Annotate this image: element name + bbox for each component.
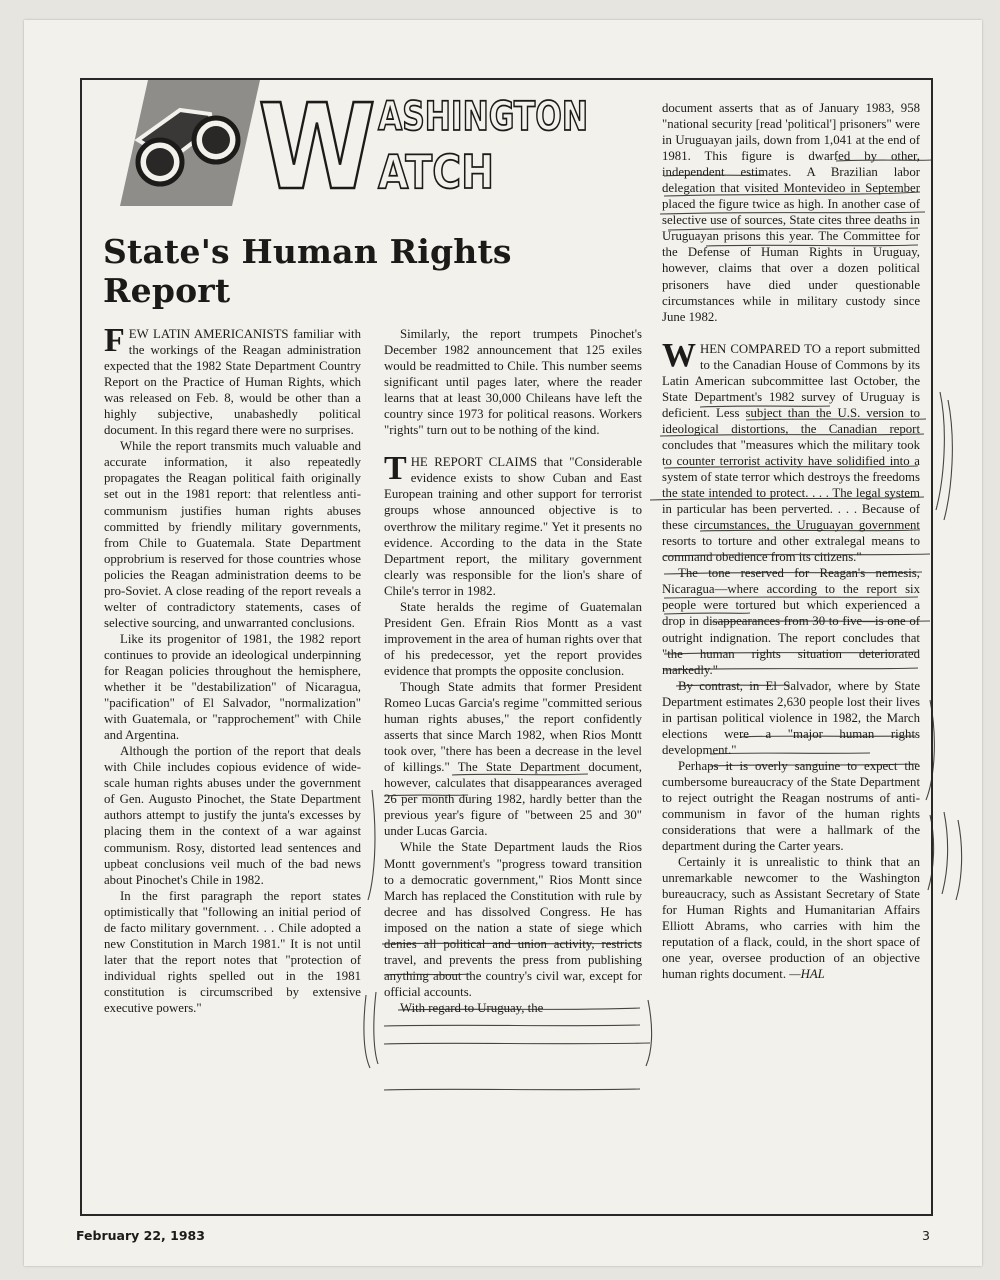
drop-cap: W	[662, 336, 696, 374]
paragraph-text: EW LATIN AMERICANISTS familiar with the workings of the Reagan administration expected that the 1982 State Department Country Report on the Practice of Human Rights, which was released on Feb. 8, would be other than a highly subjective, unabashedly political document. In this regard there were no surprises.	[104, 327, 361, 438]
paragraph	[384, 450, 642, 598]
binoculars-banner-icon	[120, 80, 260, 206]
paragraph: The tone reserved for Reagan's nemesis, Nicaragua—where according to the report six people were tortured but which experienced a drop in disappearances from 30 to five—is one of outright indignation. The report concludes that "the human rights situation deteriorated markedly."	[662, 566, 920, 677]
article-column-2	[384, 326, 642, 1016]
paragraph: State heralds the regime of Guatemalan President Gen. Efrain Rios Montt as a vast improvement in the area of human rights over that of his predecessor, yet the report provides evidence that prompts the opposite conclusion.	[384, 599, 642, 678]
paragraph: With regard to Uruguay, the	[400, 1000, 544, 1015]
paragraph: Perhaps it is overly sanguine to expect the cumbersome bureaucracy of the State Department to reject outright the Reagan nostrums of anti-communism in favor of the human rights considerations that were a hallmark of the department during the Carter years.	[662, 758, 920, 854]
paragraph: Like its progenitor of 1981, the 1982 report continues to provide an ideological underpinning for Reagan policies throughout the hemisphere, whether it be "destabilization" of Nicaragua, "pacification" of El Salvador, "normalization" with Guatemala, or "rapprochement" with Chile and Argentina.	[104, 631, 361, 743]
masthead-line-1: ASHINGTON	[378, 94, 588, 140]
paragraph	[662, 854, 920, 982]
paragraph: Similarly, the report trumpets Pinochet's December 1982 announcement that 125 exiles would be readmitted to Chile. This number seems significant until pages later, where the reader learns that at least 30,000 Chileans have left the country since 1973 for political reasons. Workers "rights" turn out to be nothing of the kind.	[384, 327, 642, 438]
paragraph: Although the portion of the report that deals with Chile includes copious evidence of wide-scale human rights abuses under the government of Gen. Augusto Pinochet, the State Department authors attempt to justify the junta's excesses by placing them in the context of a war against communism. Rosy, distorted lead sentences and upbeat conclusions veil much of the bad news about Pinochet's Chile in 1982.	[104, 744, 361, 887]
paragraph: Though State admits that former President Romeo Lucas Garcia's regime "committed serious human rights abuses," the report confidently asserts that since March 1982, when Rios Montt took over, "there has been a decrease in the level of killings." The State Department document, however, calculates that disappearances averaged 26 per month during 1982, hardly better than the previous year's figure of "between 25 and 30" under Lucas Garcia.	[384, 679, 642, 839]
article-column-3	[662, 100, 920, 983]
article-column-1	[104, 322, 361, 1016]
footer-date: February 22, 1983	[76, 1228, 205, 1243]
drop-cap: T	[384, 450, 407, 488]
masthead-big-w: W	[258, 78, 376, 216]
paragraph	[104, 322, 361, 438]
paragraph: While the State Department lauds the Rios Montt government's "progress toward transition to a democratic government," Rios Montt since March has replaced the Constitution with rule by decree and has dissolved Congress. He has imposed on the nation a state of siege which denies all political and union activity, restricts travel, and prevents the press from publishing anything about the country's civil war, except for official accounts.	[384, 840, 642, 999]
article-title: State's Human Rights Report	[103, 232, 512, 310]
paragraph-text: HEN COMPARED TO a report submitted to the Canadian House of Commons by its Latin American subcommittee last October, the State Department's 1982 survey of Uruguay is deficient. Less subject than the U.S. version to ideological distortions, the Canadian report concludes that "measures which the military took to counter terrorist activity have solidified into a system of state terror which destroys the freedoms the state intended to protect. . . . The legal system in particular has been perverted. . . . Because of these circumstances, the Uruguayan government resorts to torture and other extralegal means to command obedience from its citizens."	[662, 341, 920, 565]
paragraph: By contrast, in El Salvador, where by State Department estimates 2,630 people lost their lives in partisan political violence in 1982, the March elections were a "major human rights development."	[662, 678, 920, 757]
paragraph-text: Certainly it is unrealistic to think that an unremarkable newcomer to the Washington bureaucracy, such as Assistant Secretary of State for Human Rights and Humanitarian Affairs Elliott Abrams, who carries with him the reputation of a flack, could, in the short space of one year, oversee production of an objective human rights document.	[662, 855, 920, 982]
paragraph: document asserts that as of January 1983, 958 "national security [read 'political'] prisoners" were in Uruguayan jails, down from 1,041 at the end of 1981. This figure is dwarfed by other, independent estimates. A Brazilian labor delegation that visited Montevideo in September placed the figure twice as high. In another case of selective use of sources, State cites three deaths in Uruguayan prisons this year. The Committee for the Defense of Human Rights in Uruguay, however, claims that over a dozen political prisoners have died under questionable circumstances while in military custody since June 1982.	[662, 101, 920, 324]
paragraph-text: HE REPORT CLAIMS that "Considerable evidence exists to show Cuban and East European training and other support for terrorist groups whose announced objective is to overthrow the military regime." Yet it presents no evidence. According to the data in the State Department report, the military government clearly was responsible for the lion's share of Chile's terror in 1982.	[384, 455, 642, 598]
drop-cap: F	[104, 322, 125, 359]
author-signature: —HAL	[786, 967, 825, 982]
paragraph: In the first paragraph the report states optimistically that "following an initial period of de facto military government. . . Chile adopted a new Constitution in March 1981." It is not until later that the report notes that "protection of individual rights spelled out in the 1981 constitution is circumscribed by extensive executive powers."	[104, 888, 361, 1015]
page-number: 3	[922, 1228, 930, 1243]
masthead-line-2: ATCH	[378, 145, 494, 199]
paragraph: While the report transmits much valuable and accurate information, it also repeatedly propagates the Reagan political faith originally set out in the 1981 report: that relentless anti-communism justifies human rights abuses committed by friendly military governments, from Chile to Guatemala. State Department opprobrium is reserved for those countries whose policies the Reagan administration deems to be pro-Soviet. A close reading of the report reveals a welter of contradictory statements, cases of selective sourcing, and unwarranted conclusions.	[104, 439, 361, 630]
washington-watch-masthead	[256, 78, 596, 216]
paragraph	[662, 336, 920, 566]
